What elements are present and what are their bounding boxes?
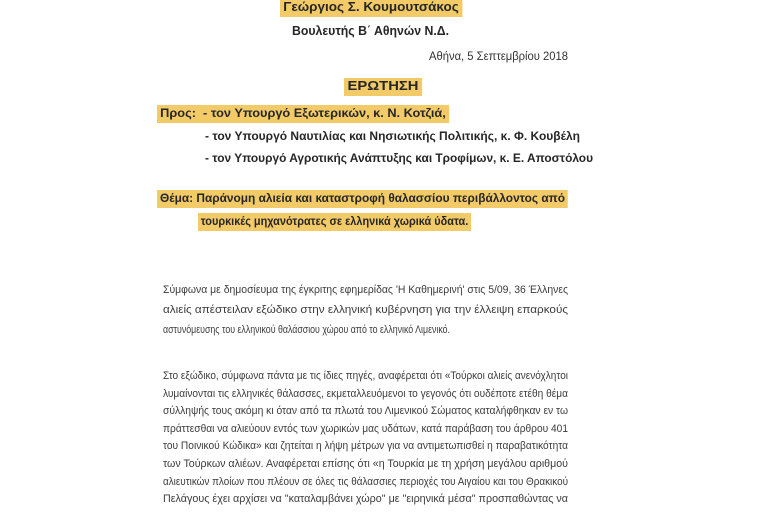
author-title: Βουλευτής Β΄ Αθηνών Ν.Δ. xyxy=(292,24,449,38)
paragraph-line: αλιευτικών πλοίων που πλέουν σε όλες τις θάλασσιες περιοχές του Αιγαίου και του Θρακικού xyxy=(163,475,568,488)
paragraph-line: λυμαίνονται τις ελληνικές θάλασσες, εκμεταλλευόμενοι το γεγονός ότι ουδέποτε ετέθη θέμα xyxy=(163,387,568,400)
paragraph-line: του Ποινικού Κώδικα» και ζητείται η λήψη μέτρων για να αντιμετωπισθεί η παραβατικότητα xyxy=(163,440,568,453)
recipients-line-3: - τον Υπουργό Αγροτικής Ανάπτυξης και Τροφίμων, κ. Ε. Αποστόλου xyxy=(205,151,593,165)
paragraph-line: αλιείς απέστειλαν εξώδικο στην ελληνική κυβέρνηση για την έλλειψη επαρκούς xyxy=(163,304,568,316)
paragraph-line: πράττεσθαι να αλιεύουν εντός των χωρικών μας υδάτων, κατά παράβαση του άρθρου 401 xyxy=(163,422,568,435)
paragraph-line: σύλληψής τους ακόμη κι όταν από τα πλωτά του Λιμενικού Σώματος καταλήφθηκαν εν τω xyxy=(163,405,568,418)
paragraph-line: Πελάγους έχει αρχίσει να "καταλαμβάνει χώρο" με "ειρηνικά μέσα" προσπαθώντας να xyxy=(163,493,568,506)
paragraph-line: αστυνόμευσης του ελληνικού θαλάσσιου χώρου από το ελληνικό Λιμενικό. xyxy=(163,324,450,336)
body-paragraph-1 xyxy=(163,280,568,340)
subject-line-2: τουρκικές μηχανότρατες σε ελληνικά χωρικά ύδατα. xyxy=(198,213,498,231)
body-paragraph-2 xyxy=(163,368,568,509)
paragraph-line: των Τούρκων αλιέων. Αναφέρεται επίσης ότι «η Τουρκία με τη χρήση μεγάλου αριθμού xyxy=(163,457,568,470)
paragraph-line: Στο εξώδικο, σύμφωνα πάντα με τις ίδιες πηγές, αναφέρεται ότι «Τούρκοι αλιείς ανενόχλητοι xyxy=(163,370,568,382)
recipients-line-1: Προς: - τον Υπουργό Εξωτερικών, κ. Ν. Κοτζιά, xyxy=(157,105,432,123)
date-line: Αθήνα, 5 Σεπτεμβρίου 2018 xyxy=(429,49,568,63)
question-title: ΕΡΩΤΗΣΗ xyxy=(344,78,410,96)
author-name: Γεώργιος Σ. Κουμουτσάκος xyxy=(280,0,449,17)
paragraph-line: Σύμφωνα με δημοσίευμα της έγκριτης εφημερίδας 'Η Καθημερινή' στις 5/09, 36 Έλληνες xyxy=(163,284,568,296)
subject-line-1: Θέμα: Παράνομη αλιεία και καταστροφή θαλασσίου περιβάλλοντος από xyxy=(157,190,572,208)
recipients-line-2: - τον Υπουργό Ναυτιλίας και Νησιωτικής Πολιτικής, κ. Φ. Κουβέλη xyxy=(205,129,580,143)
